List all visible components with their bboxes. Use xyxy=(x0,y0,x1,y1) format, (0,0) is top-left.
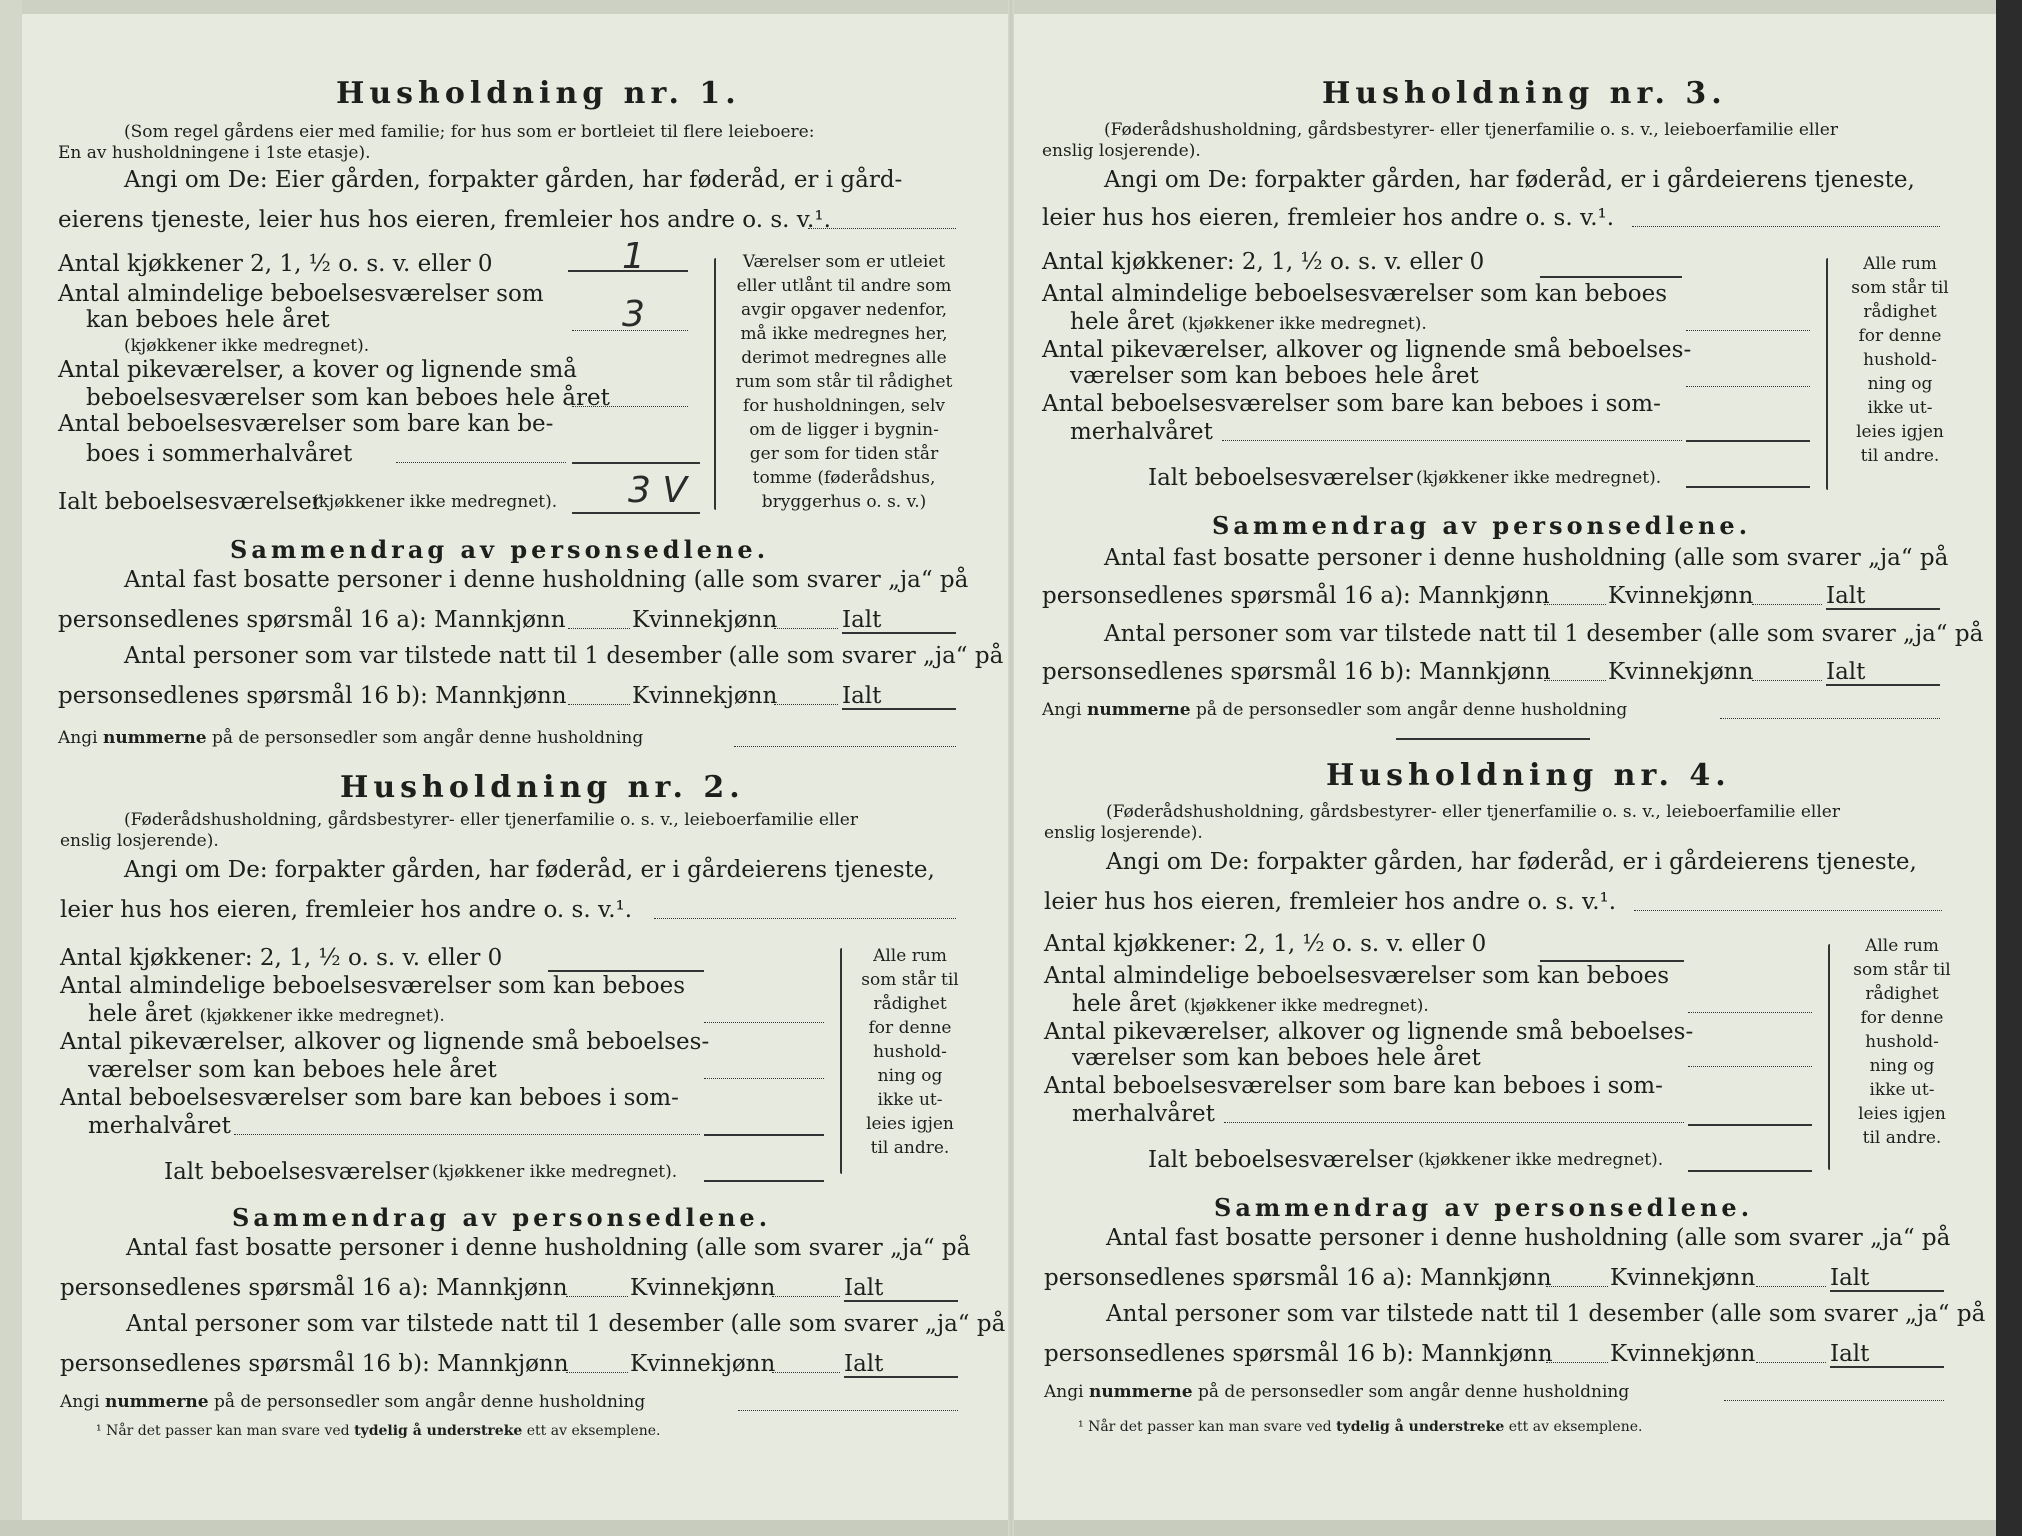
h1-16a-mann-line[interactable] xyxy=(568,628,630,629)
h1-sommer-line2: boes i sommerhalvåret xyxy=(86,441,353,467)
h1-angi-line1: Angi om De: Eier gården, forpakter gården, har føderåd, er i gård- xyxy=(124,167,903,193)
h2-angi-line2: leier hus hos eieren, fremleier hos andre o. s. v.¹. xyxy=(60,897,633,923)
h2-16b-mann-line[interactable] xyxy=(566,1372,628,1373)
h1-side-note-line: for husholdningen, selv xyxy=(742,396,946,416)
h2-footnote: ¹ Når det passer kan man svare ved tydelig å understreke ett av eksemplene. xyxy=(96,1423,661,1439)
h3-side-note-line: som står til xyxy=(1851,278,1949,298)
h3-summary-16a-line2: personsedlenes spørsmål 16 a): Mannkjønn xyxy=(1042,583,1550,609)
h1-side-note-line: derimot medregnes alle xyxy=(741,348,947,368)
h4-pike-line1: Antal pikeværelser, alkover og lignende små beboelses- xyxy=(1044,1019,1694,1045)
h1-angi-nummerne: Angi nummerne på de personsedler som angår denne husholdning xyxy=(58,728,644,748)
h1-16b-kvinne-label: Kvinnekjønn xyxy=(632,683,778,709)
h3-ialt-answer-line[interactable] xyxy=(1686,486,1810,488)
h1-sommer-answer-line[interactable] xyxy=(572,462,700,464)
h2-16b-kvinne-label: Kvinnekjønn xyxy=(630,1351,776,1377)
h3-sommer-line2: merhalvåret xyxy=(1070,419,1213,445)
h1-summary-16b-line2: personsedlenes spørsmål 16 b): Mannkjønn xyxy=(58,683,567,709)
h4-ialt-answer-line[interactable] xyxy=(1688,1170,1812,1172)
h3-sommer-answer-line[interactable] xyxy=(1686,440,1810,442)
h2-summary-16a-line2: personsedlenes spørsmål 16 a): Mannkjønn xyxy=(60,1275,568,1301)
h2-angi-answer-line[interactable] xyxy=(654,918,956,919)
h1-angi-answer-line[interactable] xyxy=(808,228,956,229)
h1-side-note-line: tomme (føderådshus, xyxy=(752,468,936,488)
h2-angi-nummerne: Angi nummerne på de personsedler som angår denne husholdning xyxy=(60,1392,646,1412)
h4-16a-ialt-label: Ialt xyxy=(1830,1265,1870,1291)
h4-side-note xyxy=(1838,934,1966,1150)
h1-sommer-line1: Antal beboelsesværelser som bare kan be- xyxy=(58,411,554,437)
h1-side-note-line: bryggerhus o. s. v.) xyxy=(761,492,927,512)
h2-summary-16b-line2: personsedlenes spørsmål 16 b): Mannkjønn xyxy=(60,1351,569,1377)
page-fold xyxy=(1008,0,1014,1536)
h1-16b-kvinne-line[interactable] xyxy=(774,704,838,705)
h3-almindelige-answer-line[interactable] xyxy=(1686,330,1810,331)
scan-background-strip xyxy=(1996,0,2022,1536)
h1-16a-kvinne-line[interactable] xyxy=(774,628,838,629)
h3-angi-answer-line[interactable] xyxy=(1632,226,1940,227)
h1-note-line1: (Som regel gårdens eier med familie; for hus som er bortleiet til flere leieboere: xyxy=(124,122,815,142)
h4-kjokkener-label: Antal kjøkkener: 2, 1, ½ o. s. v. eller 0 xyxy=(1044,931,1487,957)
h2-side-note-line: for denne xyxy=(868,1018,952,1038)
h1-sommer-dots xyxy=(396,462,566,463)
h3-16a-mann-line[interactable] xyxy=(1544,604,1606,605)
h3-note-line1: (Føderådshusholdning, gårdsbestyrer- eller tjenerfamilie o. s. v., leieboerfamilie eller xyxy=(1104,120,1838,140)
h2-ialt-answer-line[interactable] xyxy=(704,1180,824,1182)
h3-side-note-line: ning og xyxy=(1867,374,1933,394)
h1-pike-answer-line[interactable] xyxy=(572,406,688,407)
h2-side-note xyxy=(850,944,970,1160)
h2-sommer-answer-line[interactable] xyxy=(704,1134,824,1136)
h4-note-line1: (Føderådshusholdning, gårdsbestyrer- eller tjenerfamilie o. s. v., leieboerfamilie eller xyxy=(1106,802,1840,822)
h4-ialt-note: (kjøkkener ikke medregnet). xyxy=(1418,1150,1664,1170)
h3-side-note-line: hushold- xyxy=(1863,350,1937,370)
h2-pike-answer-line[interactable] xyxy=(704,1078,824,1079)
section-divider xyxy=(1396,738,1590,740)
h3-nummerne-answer-line[interactable] xyxy=(1720,718,1940,719)
h4-angi-answer-line[interactable] xyxy=(1634,910,1942,911)
h2-kjokkener-label: Antal kjøkkener: 2, 1, ½ o. s. v. eller 0 xyxy=(60,945,503,971)
h1-pike-line2: beboelsesværelser som kan beboes hele året xyxy=(86,385,610,411)
h3-16a-ialt-line[interactable] xyxy=(1826,608,1940,610)
h1-side-note-line: ger som for tiden står xyxy=(749,444,939,464)
h4-16b-mann-line[interactable] xyxy=(1546,1362,1608,1363)
h4-pike-line2: værelser som kan beboes hele året xyxy=(1072,1045,1481,1071)
h2-side-note-line: leies igjen xyxy=(866,1114,954,1134)
h4-side-note-line: ning og xyxy=(1869,1056,1935,1076)
h2-16a-ialt-label: Ialt xyxy=(844,1275,884,1301)
h4-side-note-line: for denne xyxy=(1860,1008,1944,1028)
h4-side-note-line: som står til xyxy=(1853,960,1951,980)
h4-side-note-line: leies igjen xyxy=(1858,1104,1946,1124)
h2-16a-mann-line[interactable] xyxy=(566,1296,628,1297)
h1-almindelige-line2: kan beboes hele året xyxy=(86,307,330,333)
h1-angi-line2: eierens tjeneste, leier hus hos eieren, fremleier hos andre o. s. v.¹. xyxy=(58,207,831,233)
h4-almindelige-line1: Antal almindelige beboelsesværelser som kan beboes xyxy=(1044,963,1670,989)
h4-almindelige-answer-line[interactable] xyxy=(1688,1012,1812,1013)
h4-16a-kvinne-line[interactable] xyxy=(1756,1286,1826,1287)
h4-summary-16b-line2: personsedlenes spørsmål 16 b): Mannkjønn xyxy=(1044,1341,1553,1367)
h1-side-note-line: rum som står til rådighet xyxy=(735,372,953,392)
h2-side-note-line: ning og xyxy=(877,1066,943,1086)
h2-summary-16a-line1: Antal fast bosatte personer i denne husholdning (alle som svarer „ja“ på xyxy=(126,1235,971,1261)
h1-side-note xyxy=(724,250,964,514)
h4-16b-kvinne-label: Kvinnekjønn xyxy=(1610,1341,1756,1367)
h1-16b-ialt-line[interactable] xyxy=(842,708,956,710)
h3-angi-nummerne: Angi nummerne på de personsedler som angår denne husholdning xyxy=(1042,700,1628,720)
h2-note-line1: (Føderådshusholdning, gårdsbestyrer- eller tjenerfamilie o. s. v., leieboerfamilie eller xyxy=(124,810,858,830)
h4-note-line2: enslig losjerende). xyxy=(1044,823,1203,843)
h2-ialt-note: (kjøkkener ikke medregnet). xyxy=(432,1162,678,1182)
h3-pike-answer-line[interactable] xyxy=(1686,386,1810,387)
h4-angi-nummerne: Angi nummerne på de personsedler som angår denne husholdning xyxy=(1044,1382,1630,1402)
h1-note-line2: En av husholdningene i 1ste etasje). xyxy=(58,143,371,163)
h1-side-note-line: avgir opgaver nedenfor, xyxy=(740,300,947,320)
h4-sommer-line1: Antal beboelsesværelser som bare kan beboes i som- xyxy=(1044,1073,1663,1099)
h4-brace xyxy=(1828,944,1830,1170)
h3-16a-ialt-label: Ialt xyxy=(1826,583,1866,609)
h3-16a-kvinne-line[interactable] xyxy=(1752,604,1822,605)
h3-16a-kvinne-label: Kvinnekjønn xyxy=(1608,583,1754,609)
h3-pike-line2: værelser som kan beboes hele året xyxy=(1070,363,1479,389)
h3-16b-kvinne-line[interactable] xyxy=(1752,680,1822,681)
h3-side-note-line: rådighet xyxy=(1863,302,1937,322)
h3-ialt-note: (kjøkkener ikke medregnet). xyxy=(1416,468,1662,488)
h2-side-note-line: rådighet xyxy=(873,994,947,1014)
h1-16a-kvinne-label: Kvinnekjønn xyxy=(632,607,778,633)
h4-side-note-line: rådighet xyxy=(1865,984,1939,1004)
h4-side-note-line: hushold- xyxy=(1865,1032,1939,1052)
h3-16b-kvinne-label: Kvinnekjønn xyxy=(1608,659,1754,685)
h2-summary-title: Sammendrag av personsedlene. xyxy=(232,1203,772,1232)
h4-pike-answer-line[interactable] xyxy=(1688,1066,1812,1067)
h1-summary-title: Sammendrag av personsedlene. xyxy=(230,535,770,564)
h3-note-line2: enslig losjerende). xyxy=(1042,141,1201,161)
h1-side-note-line: eller utlånt til andre som xyxy=(736,276,952,296)
h1-kjokkener-label: Antal kjøkkener 2, 1, ½ o. s. v. eller 0 xyxy=(58,251,493,277)
h1-almindelige-handwritten: 3 xyxy=(622,294,645,335)
h1-summary-16a-line2: personsedlenes spørsmål 16 a): Mannkjønn xyxy=(58,607,566,633)
h3-almindelige-line1: Antal almindelige beboelsesværelser som kan beboes xyxy=(1042,281,1668,307)
h3-side-note-line: ikke ut- xyxy=(1867,398,1933,418)
h3-summary-16a-line1: Antal fast bosatte personer i denne husholdning (alle som svarer „ja“ på xyxy=(1104,545,1949,571)
h2-almindelige-line2: hele året (kjøkkener ikke medregnet). xyxy=(88,1001,445,1027)
h3-16b-mann-line[interactable] xyxy=(1544,680,1606,681)
h2-16a-kvinne-line[interactable] xyxy=(772,1296,840,1297)
h3-sommer-dots xyxy=(1222,440,1682,441)
h4-summary-title: Sammendrag av personsedlene. xyxy=(1214,1193,1754,1222)
h3-side-note-line: for denne xyxy=(1858,326,1942,346)
h4-16b-ialt-label: Ialt xyxy=(1830,1341,1870,1367)
h4-footnote: ¹ Når det passer kan man svare ved tydelig å understreke ett av eksemplene. xyxy=(1078,1419,1643,1435)
h1-kjokkener-handwritten: 1 xyxy=(622,236,645,277)
h4-16a-kvinne-label: Kvinnekjønn xyxy=(1610,1265,1756,1291)
h3-summary-title: Sammendrag av personsedlene. xyxy=(1212,511,1752,540)
h2-16b-kvinne-line[interactable] xyxy=(772,1372,840,1373)
h1-summary-16b-line1: Antal personer som var tilstede natt til 1 desember (alle som svarer „ja“ på xyxy=(124,643,1004,669)
h2-sommer-dots xyxy=(234,1134,700,1135)
h3-pike-line1: Antal pikeværelser, alkover og lignende små beboelses- xyxy=(1042,337,1692,363)
h2-side-note-line: som står til xyxy=(861,970,959,990)
h4-summary-16a-line1: Antal fast bosatte personer i denne husholdning (alle som svarer „ja“ på xyxy=(1106,1225,1951,1251)
paper-edge-left xyxy=(0,0,22,1536)
h1-side-note-line: om de ligger i bygnin- xyxy=(749,420,939,440)
h2-angi-line1: Angi om De: forpakter gården, har føderåd, er i gårdeierens tjeneste, xyxy=(124,857,935,883)
h1-16b-ialt-label: Ialt xyxy=(842,683,882,709)
h4-sommer-line2: merhalvåret xyxy=(1072,1101,1215,1127)
h3-summary-16b-line1: Antal personer som var tilstede natt til 1 desember (alle som svarer „ja“ på xyxy=(1104,621,1984,647)
h2-side-note-line: Alle rum xyxy=(873,946,947,966)
h1-ialt-answer-line[interactable] xyxy=(572,512,700,514)
h4-title: Husholdning nr. 4. xyxy=(1326,758,1731,793)
h3-16b-ialt-label: Ialt xyxy=(1826,659,1866,685)
h3-16b-ialt-line[interactable] xyxy=(1826,684,1940,686)
h1-brace xyxy=(714,258,716,510)
h4-sommer-answer-line[interactable] xyxy=(1688,1124,1812,1126)
h2-sommer-line2: merhalvåret xyxy=(88,1113,231,1139)
h2-16a-kvinne-label: Kvinnekjønn xyxy=(630,1275,776,1301)
h3-almindelige-line2: hele året (kjøkkener ikke medregnet). xyxy=(1070,309,1427,335)
h4-angi-line1: Angi om De: forpakter gården, har føderåd, er i gårdeierens tjeneste, xyxy=(1106,849,1917,875)
h4-summary-16b-line1: Antal personer som var tilstede natt til 1 desember (alle som svarer „ja“ på xyxy=(1106,1301,1986,1327)
h3-side-note xyxy=(1836,252,1964,468)
h3-angi-line1: Angi om De: forpakter gården, har føderåd, er i gårdeierens tjeneste, xyxy=(1104,167,1915,193)
h2-side-note-line: ikke ut- xyxy=(877,1090,943,1110)
h1-16b-mann-line[interactable] xyxy=(568,704,630,705)
h3-side-note-line: leies igjen xyxy=(1856,422,1944,442)
h4-angi-line2: leier hus hos eieren, fremleier hos andre o. s. v.¹. xyxy=(1044,889,1617,915)
h4-nummerne-answer-line[interactable] xyxy=(1724,1400,1944,1401)
h1-nummerne-answer-line[interactable] xyxy=(734,746,956,747)
h4-side-note-line: til andre. xyxy=(1862,1128,1942,1148)
h1-ialt-handwritten: 3 V xyxy=(628,470,687,511)
h2-title: Husholdning nr. 2. xyxy=(340,770,745,805)
h3-summary-16b-line2: personsedlenes spørsmål 16 b): Mannkjønn xyxy=(1042,659,1551,685)
h2-pike-line1: Antal pikeværelser, alkover og lignende små beboelses- xyxy=(60,1029,710,1055)
h3-title: Husholdning nr. 3. xyxy=(1322,76,1727,111)
h4-sommer-dots xyxy=(1224,1122,1684,1123)
h2-almindelige-line1: Antal almindelige beboelsesværelser som kan beboes xyxy=(60,973,686,999)
h1-almindelige-line3: (kjøkkener ikke medregnet). xyxy=(124,336,370,356)
h1-side-note-line: må ikke medregnes her, xyxy=(740,324,948,344)
h2-note-line2: enslig losjerende). xyxy=(60,831,219,851)
h1-almindelige-line1: Antal almindelige beboelsesværelser som xyxy=(58,281,544,307)
h2-brace xyxy=(840,948,842,1174)
h3-brace xyxy=(1826,258,1828,490)
h2-nummerne-answer-line[interactable] xyxy=(738,1410,958,1411)
h3-kjokkener-label: Antal kjøkkener: 2, 1, ½ o. s. v. eller 0 xyxy=(1042,249,1485,275)
h2-summary-16b-line1: Antal personer som var tilstede natt til 1 desember (alle som svarer „ja“ på xyxy=(126,1311,1006,1337)
h4-16b-kvinne-line[interactable] xyxy=(1756,1362,1826,1363)
h3-kjokkener-answer-line[interactable] xyxy=(1540,276,1682,278)
h2-sommer-line1: Antal beboelsesværelser som bare kan beboes i som- xyxy=(60,1085,679,1111)
h4-side-note-line: Alle rum xyxy=(1865,936,1939,956)
h2-16b-ialt-label: Ialt xyxy=(844,1351,884,1377)
h1-summary-16a-line1: Antal fast bosatte personer i denne husholdning (alle som svarer „ja“ på xyxy=(124,567,969,593)
h1-side-note-line: Værelser som er utleiet xyxy=(742,252,946,272)
h4-summary-16a-line2: personsedlenes spørsmål 16 a): Mannkjønn xyxy=(1044,1265,1552,1291)
h4-almindelige-line2: hele året (kjøkkener ikke medregnet). xyxy=(1072,991,1429,1017)
h2-side-note-line: hushold- xyxy=(873,1042,947,1062)
h3-sommer-line1: Antal beboelsesværelser som bare kan beboes i som- xyxy=(1042,391,1661,417)
h4-16a-ialt-line[interactable] xyxy=(1830,1290,1944,1292)
h1-16a-ialt-label: Ialt xyxy=(842,607,882,633)
h3-ialt-label: Ialt beboelsesværelser xyxy=(1148,465,1413,491)
h1-pike-line1: Antal pikeværelser, a kover og lignende små xyxy=(58,357,577,383)
h4-16a-mann-line[interactable] xyxy=(1546,1286,1608,1287)
h4-16b-ialt-line[interactable] xyxy=(1830,1366,1944,1368)
h1-title: Husholdning nr. 1. xyxy=(336,76,741,111)
h2-almindelige-answer-line[interactable] xyxy=(704,1022,824,1023)
h2-16b-ialt-line[interactable] xyxy=(844,1376,958,1378)
h2-pike-line2: værelser som kan beboes hele året xyxy=(88,1057,497,1083)
h2-side-note-line: til andre. xyxy=(870,1138,950,1158)
h2-16a-ialt-line[interactable] xyxy=(844,1300,958,1302)
h4-side-note-line: ikke ut- xyxy=(1869,1080,1935,1100)
h1-ialt-note: (kjøkkener ikke medregnet). xyxy=(312,492,558,512)
h1-16a-ialt-line[interactable] xyxy=(842,632,956,634)
h3-side-note-line: Alle rum xyxy=(1863,254,1937,274)
h4-ialt-label: Ialt beboelsesværelser xyxy=(1148,1147,1413,1173)
h3-angi-line2: leier hus hos eieren, fremleier hos andre o. s. v.¹. xyxy=(1042,205,1615,231)
h3-side-note-line: til andre. xyxy=(1860,446,1940,466)
h2-ialt-label: Ialt beboelsesværelser xyxy=(164,1159,429,1185)
h1-ialt-label: Ialt beboelsesværelser xyxy=(58,489,323,515)
